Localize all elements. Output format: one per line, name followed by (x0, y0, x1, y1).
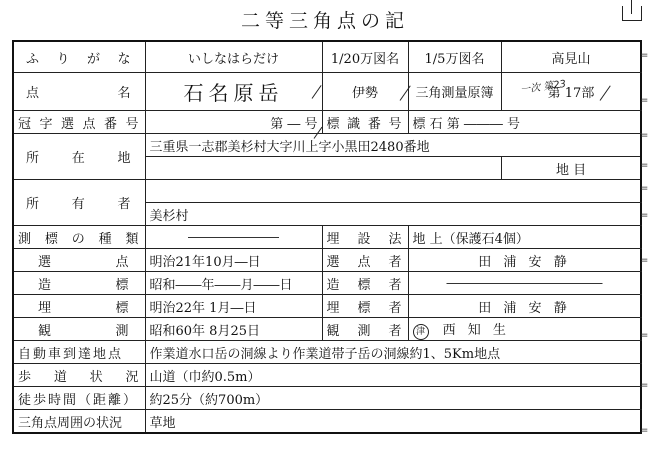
margin-tick-mark: = (640, 210, 649, 221)
margin-tick-mark: = (640, 425, 649, 436)
row-kanji-number (13, 111, 641, 134)
row-mark-type (13, 226, 641, 249)
margin-tick-mark: = (640, 130, 649, 141)
row-burial (13, 295, 641, 318)
trail-label: 歩道状況 (13, 364, 145, 387)
row-trail (13, 364, 641, 387)
map50k-value: 高見山 (501, 41, 641, 73)
furigana-label: ふりがな (13, 41, 145, 73)
burial-method-label: 埋設法 (322, 226, 408, 249)
mark-type-label: 測標の種類 (13, 226, 145, 249)
point-name-label: 点名 (13, 73, 145, 111)
kanji-number-label: 冠字選点番号 (13, 111, 145, 134)
walk-time-label: 徒歩時間（距離） (13, 387, 145, 410)
map50k-label: 1/5万図名 (408, 41, 501, 73)
kanji-number-value: 第 ― 号 (145, 111, 322, 134)
observation-label: 観測 (13, 318, 145, 341)
burial-person-label: 埋標者 (322, 295, 408, 318)
furigana-value: いしなはらだけ (145, 41, 322, 73)
access-value: 作業道水口岳の洞線より作業道帯子岳の洞線約1、5Km地点 (145, 341, 641, 364)
owner-label: 所有者 (13, 180, 145, 226)
location-blank (145, 157, 501, 180)
record-sheet (12, 40, 640, 468)
selection-label: 選点 (13, 249, 145, 272)
row-location (13, 134, 641, 157)
row-furigana (13, 41, 641, 73)
selection-person-label: 選点者 (322, 249, 408, 272)
point-name-value: 石名原岳 (145, 73, 322, 111)
trail-value: 山道（巾約0.5m） (145, 364, 641, 387)
map200k-label: 1/20万図名 (322, 41, 408, 73)
observation-person-cell (408, 318, 641, 341)
burial-method-value: 地 上（保護石4個） (408, 226, 641, 249)
margin-tick-mark: = (640, 160, 649, 171)
owner-blank (145, 180, 641, 203)
observer-seal-icon: 津 (413, 324, 429, 340)
location-value: 三重県一志郡美杉村大字川上字小黒田2480番地 (145, 134, 641, 157)
owner-value: 美杉村 (145, 203, 641, 226)
row-walk-time (13, 387, 641, 410)
mark-number-value: 標 石 第 ――― 号 (408, 111, 641, 134)
row-surroundings (13, 410, 641, 434)
selection-date: 明治21年10月―日 (145, 249, 322, 272)
row-observation (13, 318, 641, 341)
burial-date: 明治22年 1月―日 (145, 295, 322, 318)
burial-person: 田 浦 安 静 (408, 295, 641, 318)
row-access (13, 341, 641, 364)
selection-person: 田 浦 安 静 (408, 249, 641, 272)
ledger-handwritten-note: 一次 第23 (519, 78, 567, 97)
land-label: 地 目 (501, 157, 641, 180)
construction-date: 昭和――年――月――日 (145, 272, 322, 295)
observation-person: 西 知 生 (442, 322, 510, 338)
access-label: 自動車到達地点 (13, 341, 145, 364)
margin-tick-mark: = (640, 380, 649, 391)
margin-tick-mark: = (640, 183, 649, 194)
margin-tick-mark: = (640, 50, 649, 61)
observation-person-label: 観測者 (322, 318, 408, 341)
margin-tick-mark: = (640, 255, 649, 266)
location-label: 所在地 (13, 134, 145, 180)
walk-time-value: 約25分（約700m） (145, 387, 641, 410)
construction-label: 造標 (13, 272, 145, 295)
ledger-label: 三角測量原簿 (408, 73, 501, 111)
document-title: 二等三角点の記 (240, 10, 409, 32)
surroundings-value: 草地 (145, 410, 641, 434)
record-table (12, 40, 642, 434)
margin-tick-mark: = (640, 95, 649, 106)
row-construction (13, 272, 641, 295)
surroundings-label: 三角点周囲の状況 (13, 410, 145, 434)
row-selection (13, 249, 641, 272)
burial-label: 埋標 (13, 295, 145, 318)
ledger-value: 第 17部 (501, 73, 641, 111)
corner-mark (622, 6, 642, 21)
row-owner-top (13, 180, 641, 203)
mark-number-label: 標識番号 (322, 111, 408, 134)
map200k-value: 伊勢 (322, 73, 408, 111)
construction-person-label: 造標者 (322, 272, 408, 295)
mark-type-value: ――――――― (145, 226, 322, 249)
margin-tick-mark: = (640, 330, 649, 341)
observation-date: 昭和60年 8月25日 (145, 318, 322, 341)
construction-person: ―――――――――――― (408, 272, 641, 295)
